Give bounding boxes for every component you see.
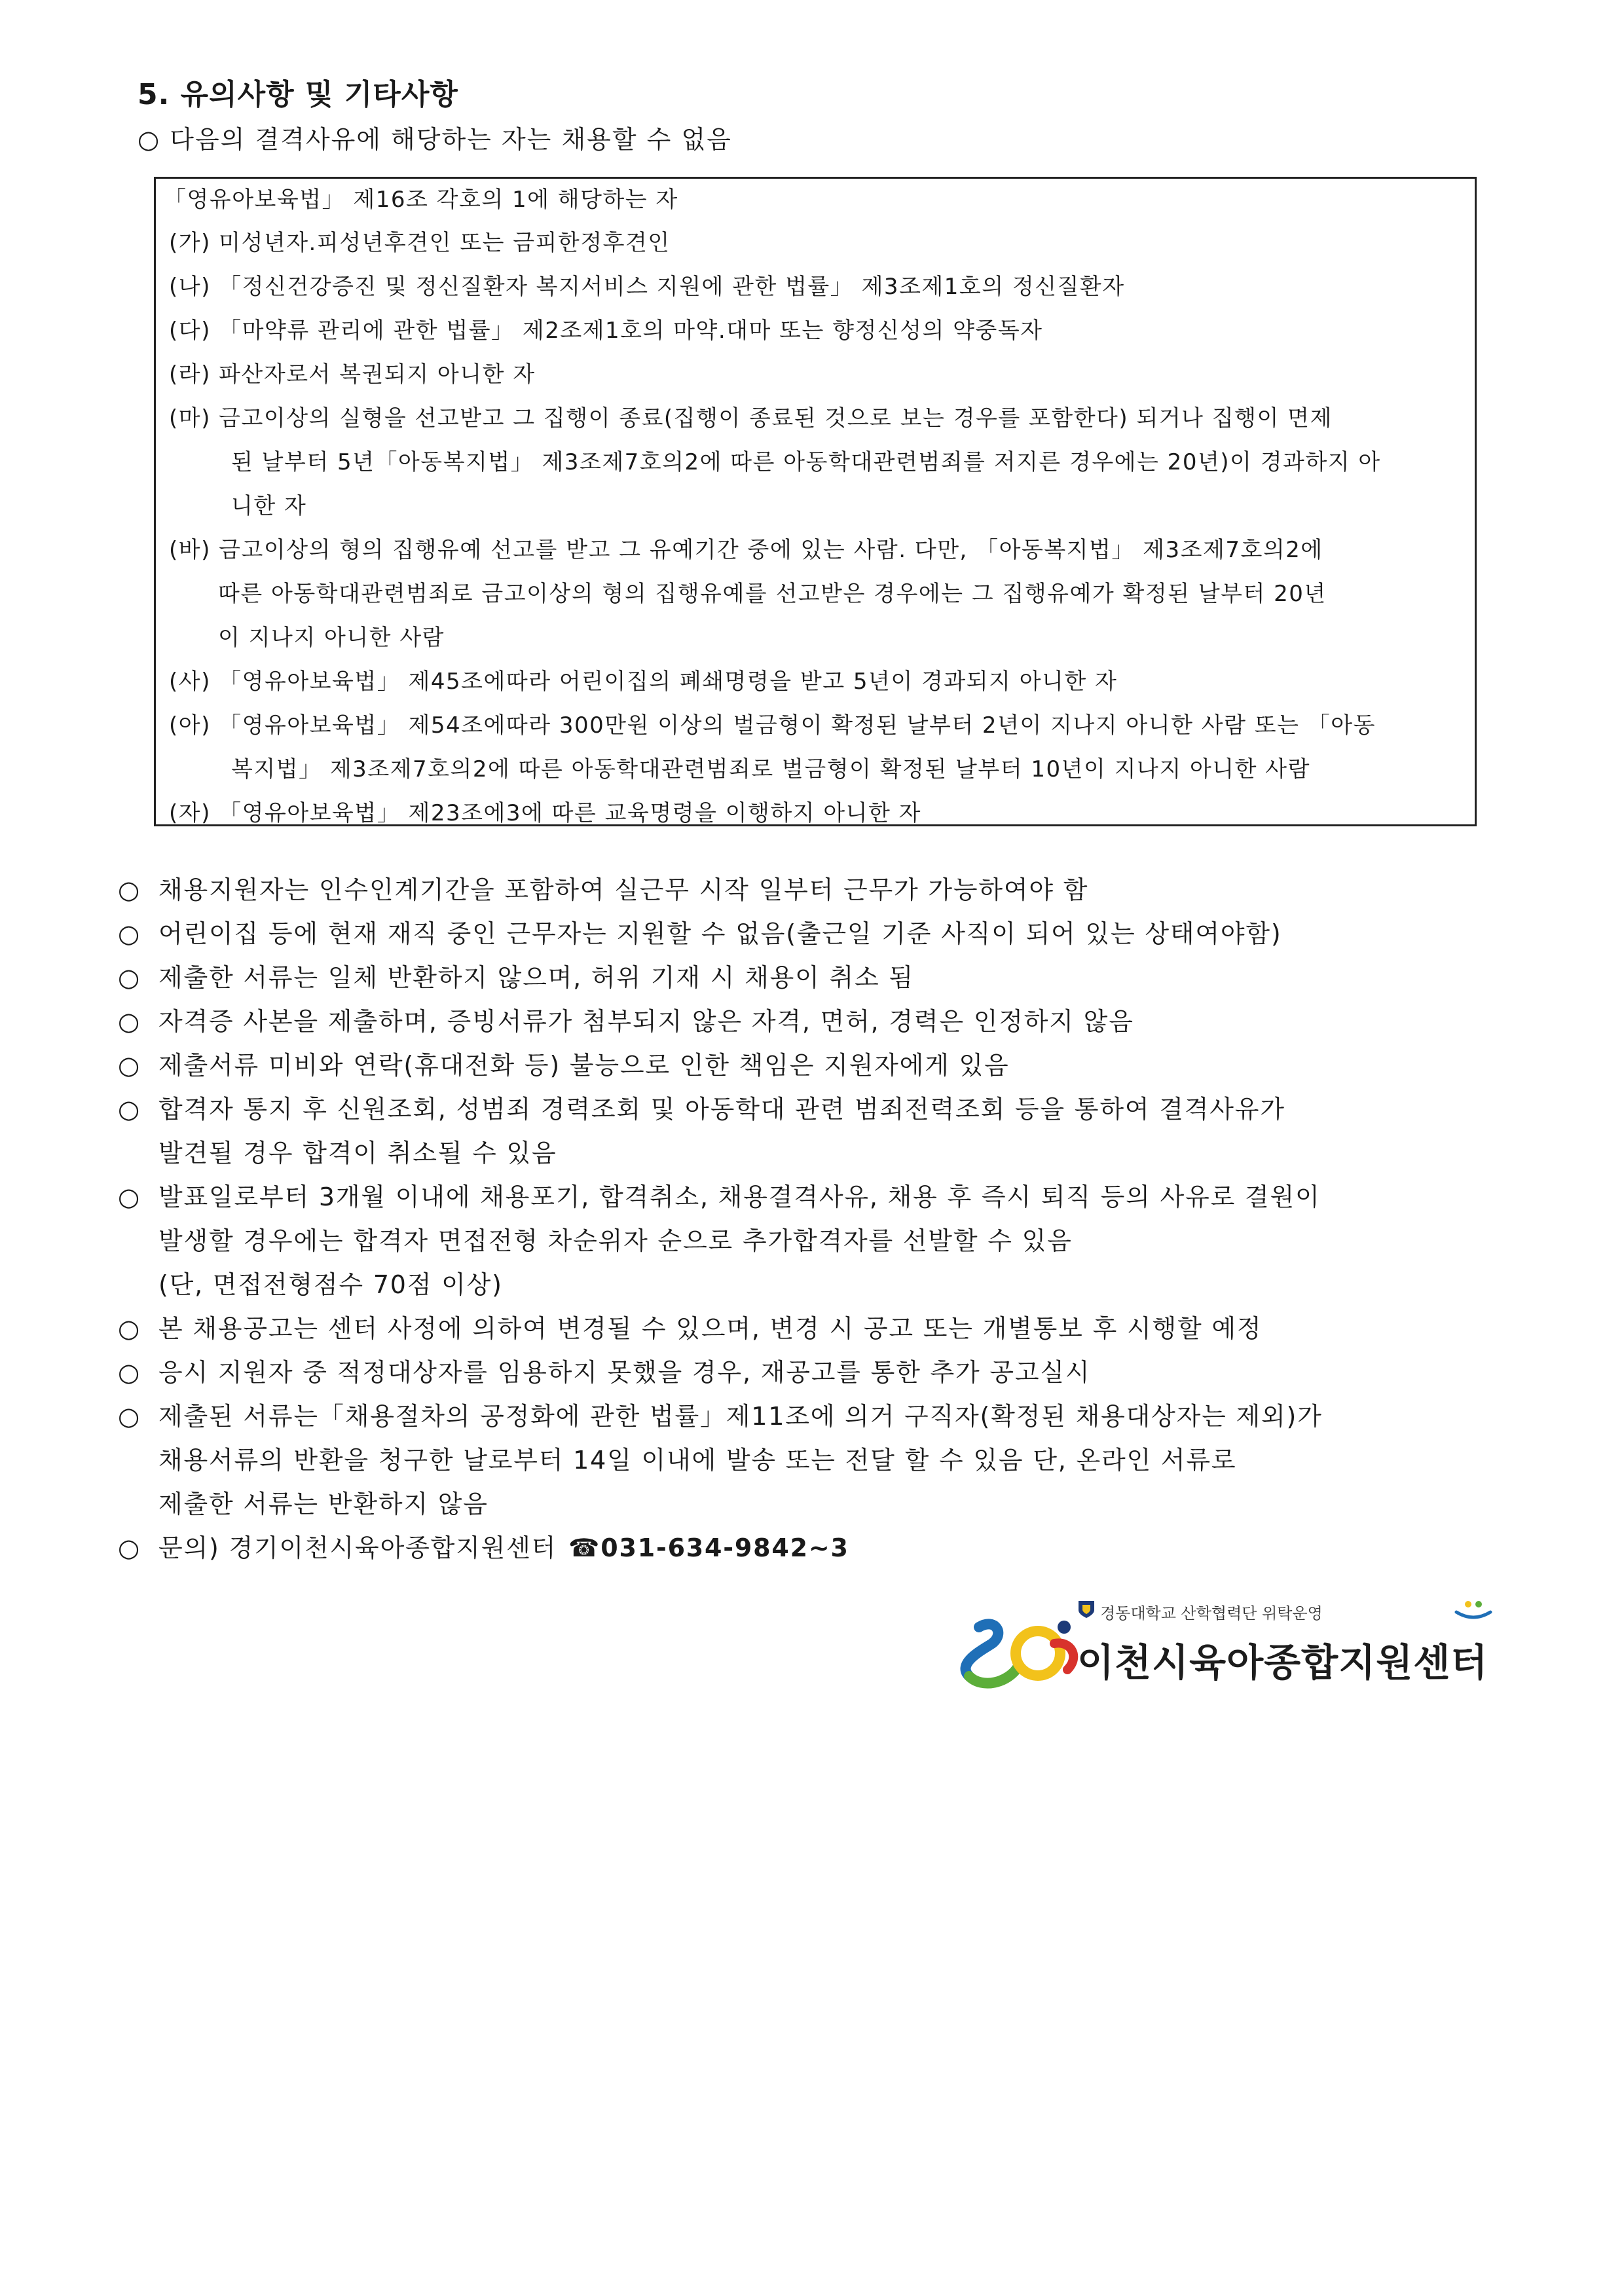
center-logo [956,1598,1506,1702]
box-item: (아) 「영유아보육법」 제54조에따라 300만원 이상의 벌금형이 확정된 날부터 2년이 지나지 아니한 사람 또는 「아동 [169,712,1376,739]
box-item: (마) 금고이상의 실형을 선고받고 그 집행이 종료(집행이 종료된 것으로 보는 경우를 포함한다) 되거나 집행이 면제 [169,405,1333,431]
notice-item [118,1000,1506,1044]
center-logo-mark [956,1604,1087,1702]
circle-bullet-icon: ○ [118,1051,141,1080]
notice-text-continuation: 채용서류의 반환을 청구한 날로부터 14일 이내에 발송 또는 전달 할 수 있음 단, 온라인 서류로 [158,1446,1237,1475]
notice-item [118,868,1506,912]
hands-icon [1454,1598,1493,1620]
box-heading: 「영유아보육법」 제16조 각호의 1에 해당하는 자 [164,187,678,213]
box-item: (다) 「마약류 관리에 관한 법률」 제2조제1호의 마약.대마 또는 향정신성의 약중독자 [169,318,1043,344]
circle-bullet-icon: ○ [118,1007,141,1036]
circle-bullet-icon: ○ [118,1183,141,1211]
notice-text: 제출된 서류는「채용절차의 공정화에 관한 법률」제11조에 의거 구직자(확정된 채용대상자는 제외)가 [158,1402,1323,1431]
circle-bullet-icon: ○ [118,1314,141,1343]
contact-phone[interactable]: ☎031-634-9842~3 [568,1533,849,1562]
notice-item [118,1175,1506,1307]
box-item: (바) 금고이상의 형의 집행유예 선고를 받고 그 유예기간 중에 있는 사람. 다만, 「아동복지법」 제3조제7호의2에 [169,537,1323,563]
box-item-continuation: 복지법」 제3조제7호의2에 따른 아동학대관련범죄로 벌금형이 확정된 날부터 10년이 지나지 아니한 사람 [231,756,1310,782]
circle-bullet-icon: ○ [118,875,141,904]
circle-bullet-icon: ○ [118,1402,141,1431]
contact-item [118,1526,1506,1570]
university-emblem-icon [1077,1599,1096,1619]
box-item-continuation: 이 지나지 아니한 사람 [218,625,445,651]
notice-text: 어린이집 등에 현재 재직 중인 근무자는 지원할 수 없음(출근일 기준 사직이 되어 있는 상태여야함) [158,919,1282,948]
notice-text: 자격증 사본을 제출하며, 증빙서류가 첨부되지 않은 자격, 면허, 경력은 인정하지 않음 [158,1007,1134,1036]
circle-bullet-icon: ○ [118,1358,141,1387]
logo-name: 이천시육아종합지원센터 [1077,1640,1488,1685]
notice-text: 채용지원자는 인수인계기간을 포함하여 실근무 시작 일부터 근무가 가능하여야 함 [158,875,1089,904]
circle-bullet-icon: ○ [118,919,141,948]
disqualification-box [154,177,1477,826]
circle-bullet-icon: ○ [118,963,141,992]
notice-item [118,1395,1506,1526]
notice-text: 합격자 통지 후 신원조회, 성범죄 경력조회 및 아동학대 관련 범죄전력조회 등을 통하여 결격사유가 [158,1095,1285,1124]
box-item-continuation: 따른 아동학대관련범죄로 금고이상의 형의 집행유예를 선고받은 경우에는 그 집행유예가 확정된 날부터 20년 [218,581,1327,607]
notice-item [118,912,1506,956]
notice-text: 제출한 서류는 일체 반환하지 않으며, 허위 기재 시 채용이 취소 됨 [158,963,914,992]
box-item: (자) 「영유아보육법」 제23조에3에 따른 교육명령을 이행하지 아니한 자 [169,800,922,826]
contact-label: 문의) 경기이천시육아종합지원센터 [158,1533,557,1562]
box-item-continuation: 된 날부터 5년「아동복지법」 제3조제7호의2에 따른 아동학대관련범죄를 저지른 경우에는 20년)이 경과하지 아 [231,449,1381,475]
disqualification-intro: ○ 다음의 결격사유에 해당하는 자는 채용할 수 없음 [138,125,732,154]
logo-subtitle: 경동대학교 산학협력단 위탁운영 [1100,1604,1323,1623]
notice-item [118,956,1506,1000]
notice-item [118,1307,1506,1351]
notice-item [118,1088,1506,1175]
box-item: (사) 「영유아보육법」 제45조에따라 어린이집의 폐쇄명령을 받고 5년이 경과되지 아니한 자 [169,669,1118,695]
notice-text: 발표일로부터 3개월 이내에 채용포기, 합격취소, 채용결격사유, 채용 후 즉시 퇴직 등의 사유로 결원이 [158,1183,1321,1211]
box-item: (라) 파산자로서 복권되지 아니한 자 [169,361,536,388]
notice-item [118,1044,1506,1088]
notice-item [118,1351,1506,1395]
box-item: (가) 미성년자.피성년후견인 또는 금피한정후견인 [169,230,671,256]
circle-bullet-icon: ○ [118,1095,141,1124]
section-title: 5. 유의사항 및 기타사항 [138,78,458,111]
notice-text-continuation: (단, 면접전형점수 70점 이상) [158,1270,503,1299]
notice-text-continuation: 제출한 서류는 반환하지 않음 [158,1490,489,1518]
notice-text: 응시 지원자 중 적정대상자를 임용하지 못했을 경우, 재공고를 통한 추가 공고실시 [158,1358,1091,1387]
notice-text: 제출서류 미비와 연락(휴대전화 등) 불능으로 인한 책임은 지원자에게 있음 [158,1051,1010,1080]
notice-list [118,868,1506,1570]
box-item: (나) 「정신건강증진 및 정신질환자 복지서비스 지원에 관한 법률」 제3조제1호의 정신질환자 [169,274,1125,300]
notice-text: 본 채용공고는 센터 사정에 의하여 변경될 수 있으며, 변경 시 공고 또는 개별통보 후 시행할 예정 [158,1314,1263,1343]
notice-text-continuation: 발견될 경우 합격이 취소될 수 있음 [158,1139,557,1167]
notice-text-continuation: 발생할 경우에는 합격자 면접전형 차순위자 순으로 추가합격자를 선발할 수 있음 [158,1226,1073,1255]
circle-bullet-icon: ○ [118,1533,141,1562]
box-item-continuation: 니한 자 [231,493,307,519]
